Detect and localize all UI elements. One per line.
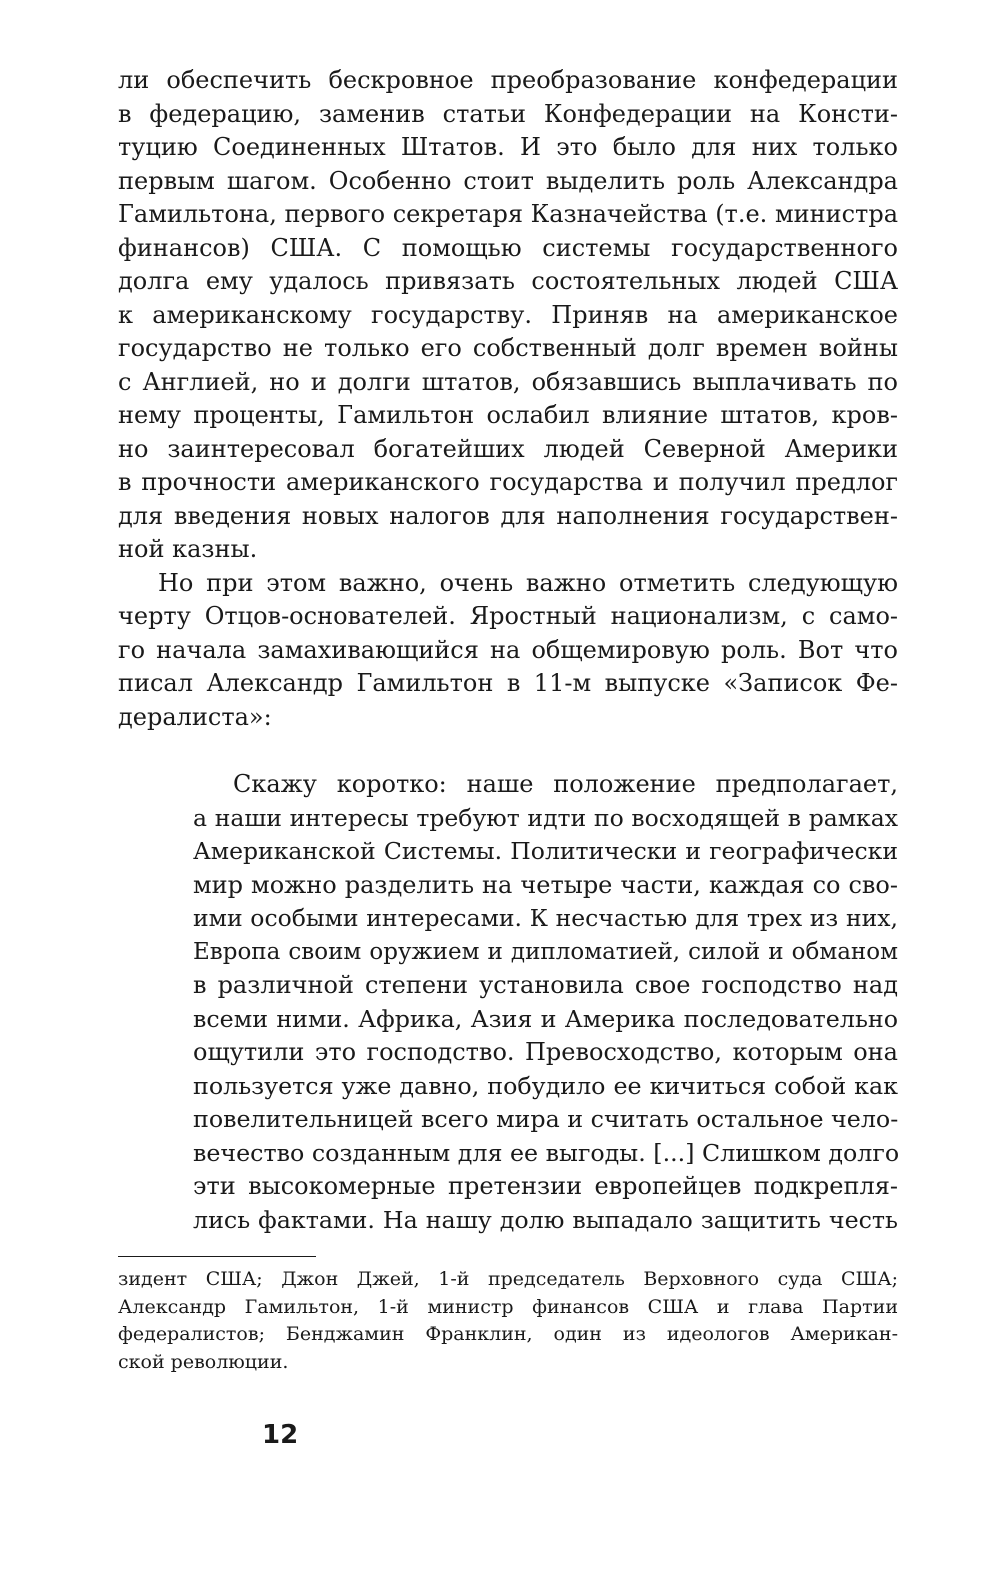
text-line: к американскому государству. Приняв на американское [118, 300, 898, 329]
quote-line: эти высокомерные претензии европейцев подкрепля- [193, 1172, 898, 1200]
text-line: но заинтересовал богатейших людей Северной Америки [118, 434, 898, 463]
quote-line: повелительницей всего мира и считать остальное чело- [193, 1105, 899, 1133]
text-line: черту Отцов-основателей. Яростный национализм, с само- [118, 602, 898, 630]
footnote [118, 1266, 898, 1376]
text-line: ли обеспечить бескровное преобразование конфедерации [118, 66, 898, 94]
text-line: в федерацию, заменив статьи Конфедерации на Консти- [118, 99, 898, 128]
quote-line: ими особыми интересами. К несчастью для трех из них, [193, 904, 898, 932]
text-line: финансов) США. С помощью системы государственного [118, 233, 898, 262]
text-line: го начала замахивающийся на общемировую роль. Вот что [118, 635, 898, 664]
quote-line: в различной степени установила свое господство над [193, 971, 898, 999]
text-line: долга ему удалось привязать состоятельных людей США [118, 267, 898, 295]
text-line: туцию Соединенных Штатов. И это было для них только [118, 133, 898, 161]
text-line: с Англией, но и долги штатов, обязавшись выплачивать по [118, 367, 898, 396]
quote-line: а наши интересы требуют идти по восходящей в рамках [193, 803, 898, 832]
text-line: нему проценты, Гамильтон ослабил влияние штатов, кров- [118, 401, 898, 429]
quote-line: лись фактами. На нашу долю выпадало защитить честь [193, 1205, 898, 1234]
main-text [118, 64, 898, 734]
text-line: дералиста»: [118, 702, 272, 731]
footnote-line: зидент США; Джон Джей, 1-й председатель Верховного суда США; [118, 1268, 898, 1290]
footnote-line: Александр Гамильтон, 1-й министр финансов США и глава Партии [118, 1295, 898, 1318]
quote-line: вечество созданным для ее выгоды. [...] Слишком долго [193, 1138, 900, 1167]
quote-line: Европа своим оружием и дипломатией, силой и обманом [193, 938, 898, 965]
footnote-line: федералистов; Бенджамин Франклин, один из идеологов Американ- [118, 1323, 898, 1345]
page-number: 12 [262, 1420, 299, 1450]
quote-line: всеми ними. Африка, Азия и Америка последовательно [193, 1004, 898, 1033]
text-line: Гамильтона, первого секретаря Казначейства (т.е. министра [118, 200, 898, 228]
paragraph-2 [118, 567, 898, 735]
footnote-divider [118, 1256, 316, 1257]
text-line: государство не только его собственный долг времен войны [118, 334, 898, 362]
quote-line: Американской Системы. Политически и географически [193, 837, 898, 865]
quote-line: пользуется уже давно, побудило ее кичиться собой как [193, 1071, 898, 1100]
text-line: ной казны. [118, 535, 258, 563]
quote-line: ощутили это господство. Превосходство, которым она [193, 1038, 898, 1066]
paragraph-1 [118, 64, 898, 567]
text-line: для введения новых налогов для наполнения государствен- [118, 501, 898, 530]
footnote-line: ской революции. [118, 1350, 289, 1373]
block-quote [193, 768, 898, 1237]
text-line: Но при этом важно, очень важно отметить следующую [158, 568, 898, 597]
quote-line: Скажу коротко: наше положение предполагает, [233, 770, 898, 798]
text-line: первым шагом. Особенно стоит выделить роль Александра [118, 166, 898, 195]
quote-line: мир можно разделить на четыре части, каждая со сво- [193, 870, 898, 899]
text-line: в прочности американского государства и получил предлог [118, 468, 898, 496]
text-line: писал Александр Гамильтон в 11-м выпуске «Записок Фе- [118, 669, 898, 697]
